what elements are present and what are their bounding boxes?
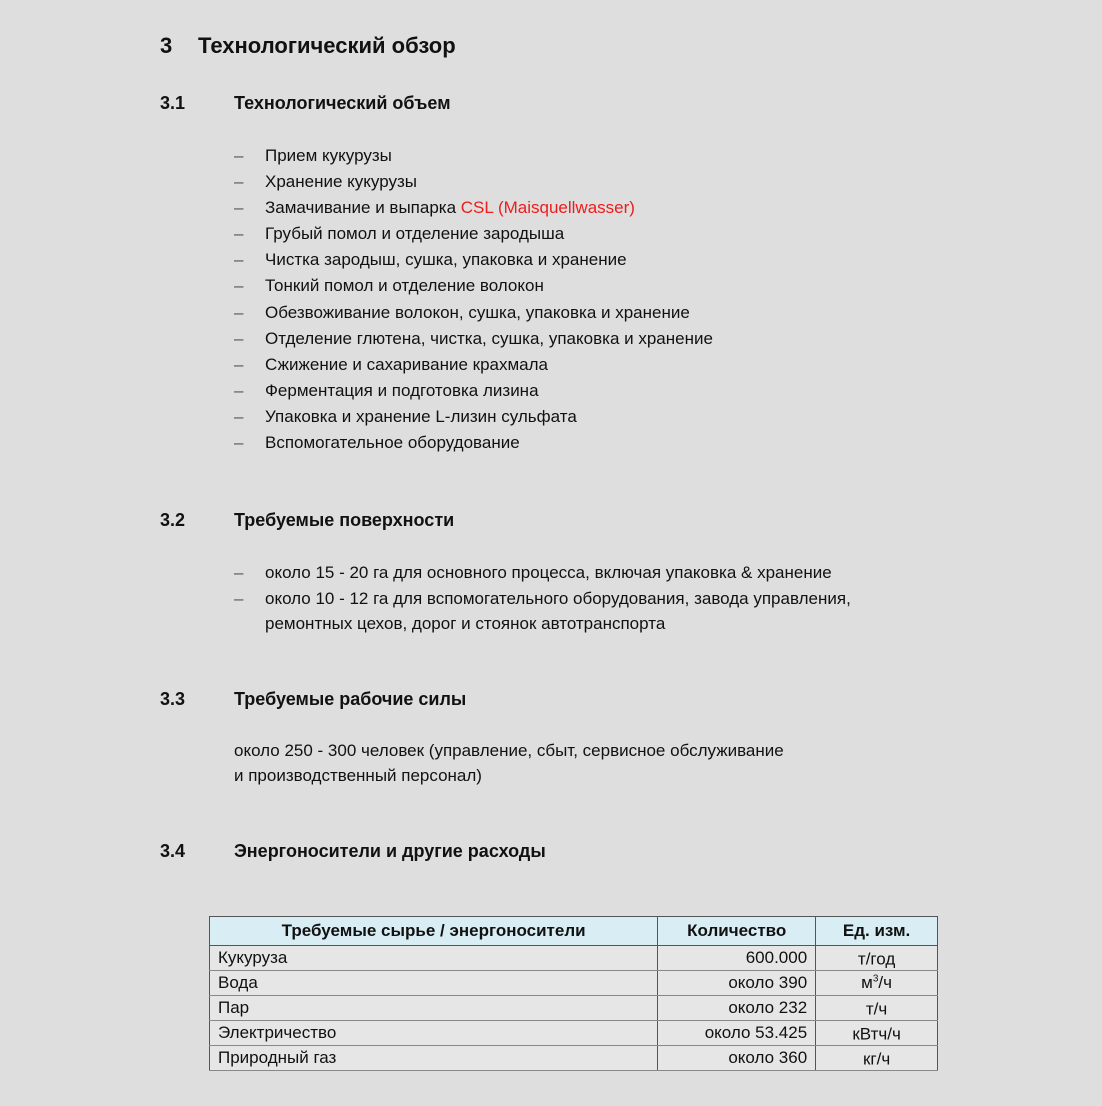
dash-bullet-icon: – [234, 406, 244, 426]
list-item: – Замачивание и выпарка CSL (Maisquellwasser) [234, 195, 713, 221]
dash-bullet-icon: – [234, 172, 244, 192]
highlighted-term: CSL (Maisquellwasser) [460, 198, 635, 218]
table-row [210, 1021, 938, 1046]
list-item: – Прием кукурузы [234, 143, 713, 169]
resource-name: Природный газ [210, 1046, 658, 1071]
resource-unit: т/год [816, 946, 938, 971]
subsection-title: Технологический объем [234, 93, 451, 113]
resources-table [209, 916, 938, 1071]
section-number: 3 [160, 33, 173, 58]
resource-name: Пар [210, 996, 658, 1021]
dash-bullet-icon: – [234, 302, 244, 322]
resource-quantity: около 360 [658, 1046, 816, 1071]
list-item: – Тонкий помол и отделение волокон [234, 273, 713, 299]
resource-quantity: 600.000 [658, 946, 816, 971]
list-item: – Обезвоживание волокон, сушка, упаковка и хранение [234, 300, 713, 326]
column-header-unit: Ед. изм. [816, 917, 938, 946]
list-item: – около 15 - 20 га для основного процесса, включая упаковка & хранение [234, 560, 851, 586]
table-row [210, 996, 938, 1021]
resource-quantity: около 390 [658, 971, 816, 996]
surfaces-list [234, 560, 851, 636]
dash-bullet-icon: – [234, 276, 244, 296]
subsection-number: 3.2 [160, 510, 186, 530]
dash-bullet-icon: – [234, 146, 244, 165]
list-item: – Сжижение и сахаривание крахмала [234, 352, 713, 378]
list-item: – Вспомогательное оборудование [234, 430, 713, 456]
subsection-number: 3.1 [160, 93, 186, 113]
scope-list [234, 143, 713, 456]
resource-quantity: около 232 [658, 996, 816, 1021]
dash-bullet-icon: – [234, 433, 244, 453]
dash-bullet-icon: – [234, 354, 244, 374]
list-item: – Чистка зародыш, сушка, упаковка и хранение [234, 247, 713, 273]
column-header-resource: Требуемые сырье / энергоносители [210, 917, 658, 946]
dash-bullet-icon: – [234, 250, 244, 270]
dash-bullet-icon: – [234, 328, 244, 348]
subsection-title: Требуемые рабочие силы [234, 689, 467, 709]
resource-quantity: около 53.425 [658, 1021, 816, 1046]
resource-name: Электричество [210, 1021, 658, 1046]
table-row [210, 1046, 938, 1071]
dash-bullet-icon: – [234, 380, 244, 400]
subsection-title: Требуемые поверхности [234, 510, 455, 530]
list-item: – Ферментация и подготовка лизина [234, 378, 713, 404]
list-item: – Упаковка и хранение L-лизин сульфата [234, 404, 713, 430]
column-header-quantity: Количество [658, 917, 816, 946]
table-header-row [210, 917, 938, 946]
resource-unit: кВтч/ч [816, 1021, 938, 1046]
list-item: – Грубый помол и отделение зародыша [234, 221, 713, 247]
table-row [210, 971, 938, 996]
subsection-number: 3.3 [160, 689, 186, 709]
section-heading [160, 33, 456, 59]
subsection-number: 3.4 [160, 841, 186, 861]
list-item: – Отделение глютена, чистка, сушка, упаковка и хранение [234, 326, 713, 352]
dash-bullet-icon: – [234, 198, 244, 218]
dash-bullet-icon: – [234, 563, 244, 582]
table-row [210, 946, 938, 971]
list-item: – Хранение кукурузы [234, 169, 713, 195]
resource-unit: т/ч [816, 996, 938, 1021]
subsection-title: Энергоносители и другие расходы [234, 841, 546, 861]
section-title: Технологический обзор [198, 33, 456, 58]
list-item: – около 10 - 12 га для вспомогательного оборудования, завода управления, ремонтных цехов, дорог и стоянок автотранспорта [234, 586, 851, 636]
dash-bullet-icon: – [234, 589, 244, 609]
resource-unit: $м^3/ч$ [816, 971, 938, 996]
workforce-paragraph: около 250 - 300 человек (управление, сбыт, сервисное обслуживание и производственный персонал) [234, 741, 784, 785]
resource-name: Вода [210, 971, 658, 996]
resource-unit: кг/ч [816, 1046, 938, 1071]
resource-name: Кукуруза [210, 946, 658, 971]
dash-bullet-icon: – [234, 224, 244, 244]
